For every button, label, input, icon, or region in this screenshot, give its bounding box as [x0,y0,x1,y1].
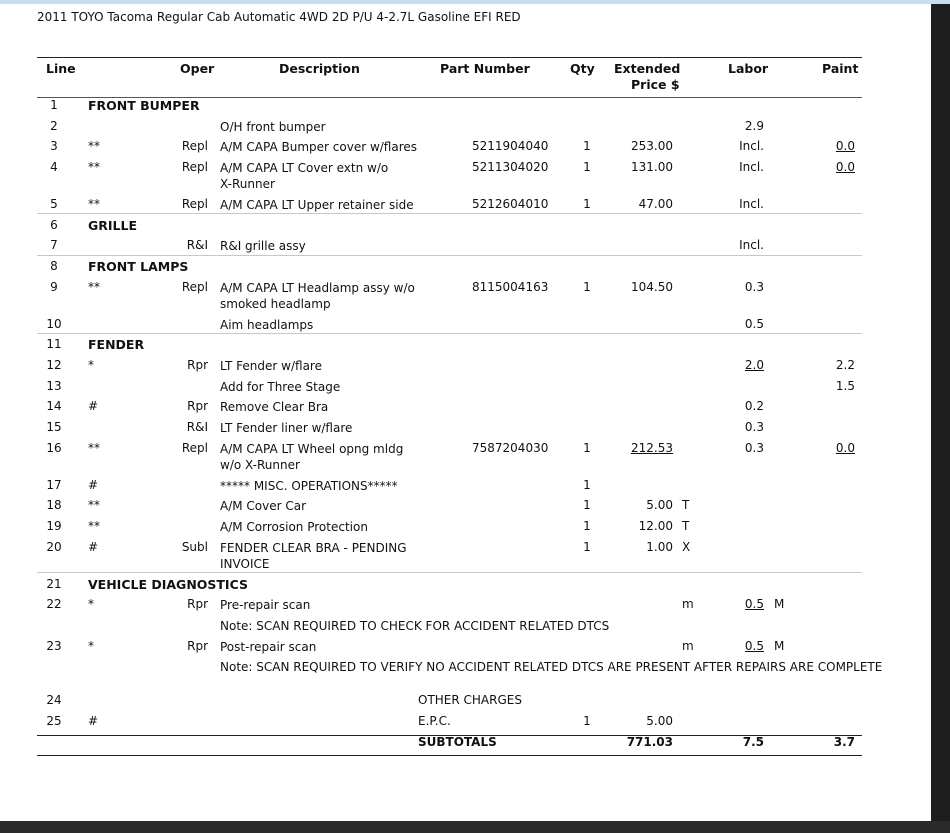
description: Post-repair scan [220,640,317,654]
description-cont: smoked headlamp [220,297,331,311]
header-description: Description [279,61,360,76]
description: Aim headlamps [220,318,314,332]
section-divider [37,333,862,334]
labor: Incl. [739,160,764,174]
table-row [0,160,931,196]
paint-link[interactable]: 0.0 [835,441,855,455]
estimate-page [0,4,931,821]
labor-flag: M [774,639,785,653]
line-number: 22 [46,597,62,611]
section-title: VEHICLE DIAGNOSTICS [88,577,248,592]
labor: Incl. [739,238,764,252]
description-cont: INVOICE [220,557,270,571]
line-number: 21 [46,577,62,591]
subtotal-labor: 7.5 [742,735,764,749]
line-number: 6 [50,218,58,232]
flag: ** [88,197,100,211]
labor: 0.2 [744,399,764,413]
section-title: GRILLE [88,218,138,233]
table-row [0,280,931,316]
price: 1.00 [646,540,673,554]
qty: 1 [583,519,591,533]
table-row [0,478,931,498]
oper: Repl [181,280,208,294]
labor: 0.3 [744,420,764,434]
description: ***** MISC. OPERATIONS***** [220,479,398,493]
line-number: 8 [50,259,58,273]
table-row [0,420,931,440]
flag: ** [88,280,100,294]
qty: 1 [583,478,591,492]
line-number: 2 [50,119,58,133]
description-cont: X-Runner [220,177,275,191]
qty: 1 [583,280,591,294]
labor-link[interactable]: 0.5 [744,597,764,611]
part-number: 5212604010 [472,197,549,211]
header-price: Price $ [631,77,680,92]
header-paint: Paint [822,61,859,76]
line-number: 25 [46,714,62,728]
oper: R&I [186,420,208,434]
flag: # [88,540,99,554]
oper: Repl [181,160,208,174]
section-divider [37,213,862,214]
description: Pre-repair scan [220,598,311,612]
line-number: 23 [46,639,62,653]
line-number: 20 [46,540,62,554]
flag: * [88,597,94,611]
price: 12.00 [638,519,673,533]
line-number: 12 [46,358,62,372]
header-oper: Oper [180,61,215,76]
oper: Rpr [187,399,208,413]
line-number: 24 [46,693,62,707]
epc-label: E.P.C. [418,714,451,728]
table-row [0,714,931,734]
table-row [0,379,931,399]
flag: * [88,358,94,372]
table-row [0,693,931,713]
vehicle-description: 2011 TOYO Tacoma Regular Cab Automatic 4WD 2D P/U 4-2.7L Gasoline EFI RED [37,10,521,24]
labor-flag: M [774,597,785,611]
labor: Incl. [739,197,764,211]
table-row [0,218,931,238]
labor-link[interactable]: 2.0 [744,358,764,372]
section-title: FENDER [88,337,145,352]
price-link[interactable]: 212.53 [631,441,673,455]
price: 131.00 [631,160,673,174]
description: A/M Cover Car [220,499,307,513]
part-number: 7587204030 [472,441,549,455]
description: A/M CAPA Bumper cover w/flares [220,140,418,154]
tax-code: T [682,498,690,512]
flag: # [88,714,99,728]
line-number: 16 [46,441,62,455]
table-row [0,358,931,378]
table-row [0,98,931,118]
flag: ** [88,160,100,174]
table-row [0,519,931,539]
part-number: 5211304020 [472,160,549,174]
header-part-number: Part Number [440,61,530,76]
qty: 1 [583,139,591,153]
description: Remove Clear Bra [220,400,329,414]
note: Note: SCAN REQUIRED TO CHECK FOR ACCIDENT RELATED DTCS [220,619,610,633]
description: FENDER CLEAR BRA - PENDING [220,541,407,555]
line-number: 18 [46,498,62,512]
labor: 0.3 [744,280,764,294]
paint: 1.5 [835,379,855,393]
labor: 0.3 [744,441,764,455]
table-row [0,317,931,337]
description: LT Fender w/flare [220,359,322,373]
table-top-rule [37,57,862,58]
line-number: 9 [50,280,58,294]
price: 5.00 [646,498,673,512]
line-number: 5 [50,197,58,211]
flag: ** [88,441,100,455]
description-cont: w/o X-Runner [220,458,300,472]
part-number: 5211904040 [472,139,549,153]
tax-code: X [682,540,691,554]
qty: 1 [583,197,591,211]
section-title: FRONT LAMPS [88,259,189,274]
qty: 1 [583,441,591,455]
price: 253.00 [631,139,673,153]
window-bottom-bar [0,821,950,833]
oper: Rpr [187,597,208,611]
line-number: 19 [46,519,62,533]
description: LT Fender liner w/flare [220,421,353,435]
paint: 2.2 [835,358,855,372]
line-number: 3 [50,139,58,153]
table-row [0,441,931,477]
table-row [0,540,931,576]
oper: Rpr [187,639,208,653]
part-number: 8115004163 [472,280,549,294]
paint-link[interactable]: 0.0 [835,160,855,174]
line-number: 14 [46,399,62,413]
flag: # [88,478,99,492]
price: 47.00 [638,197,673,211]
line-number: 17 [46,478,62,492]
subtotal-paint: 3.7 [833,735,855,749]
table-row [0,597,931,637]
oper: Repl [181,197,208,211]
table-row [0,577,931,597]
description: O/H front bumper [220,120,326,134]
table-row [0,639,931,679]
labor-type: m [682,597,694,611]
subtotal-price: 771.03 [626,735,673,749]
oper: Repl [181,139,208,153]
qty: 1 [583,540,591,554]
tax-code: T [682,519,690,533]
labor: 2.9 [744,119,764,133]
description: A/M CAPA LT Cover extn w/o [220,161,389,175]
header-qty: Qty [570,61,595,76]
table-row [0,498,931,518]
description: A/M Corrosion Protection [220,520,368,534]
line-number: 7 [50,238,58,252]
qty: 1 [583,714,591,728]
line-number: 11 [46,337,62,351]
labor: 0.5 [744,317,764,331]
description: A/M CAPA LT Headlamp assy w/o [220,281,415,295]
flag: * [88,639,94,653]
flag: ** [88,498,100,512]
qty: 1 [583,498,591,512]
line-number: 15 [46,420,62,434]
line-number: 4 [50,160,58,174]
price: 5.00 [646,714,673,728]
labor: Incl. [739,139,764,153]
table-row [0,399,931,419]
description: Add for Three Stage [220,380,341,394]
labor-link[interactable]: 0.5 [744,639,764,653]
labor-type: m [682,639,694,653]
section-divider [37,255,862,256]
header-labor: Labor [728,61,769,76]
other-charges-label: OTHER CHARGES [418,693,522,707]
subtotal-rule-bottom [37,755,862,756]
flag: ** [88,519,100,533]
oper: Rpr [187,358,208,372]
oper: R&I [186,238,208,252]
description: A/M CAPA LT Upper retainer side [220,198,414,212]
line-number: 1 [50,98,58,112]
qty: 1 [583,160,591,174]
table-row [0,197,931,217]
oper: Repl [181,441,208,455]
note: Note: SCAN REQUIRED TO VERIFY NO ACCIDENT RELATED DTCS ARE PRESENT AFTER REPAIRS ARE COMPLETE [220,660,883,674]
oper: Subl [181,540,208,554]
header-line: Line [46,61,76,76]
table-row [0,337,931,357]
subtotals-label: SUBTOTALS [418,735,497,749]
line-number: 13 [46,379,62,393]
table-row [0,259,931,279]
flag: # [88,399,99,413]
table-row [0,119,931,139]
table-row [0,139,931,159]
section-divider [37,572,862,573]
price: 104.50 [631,280,673,294]
description: R&I grille assy [220,239,306,253]
line-number: 10 [46,317,62,331]
paint-link[interactable]: 0.0 [835,139,855,153]
flag: ** [88,139,100,153]
section-title: FRONT BUMPER [88,98,200,113]
description: A/M CAPA LT Wheel opng mldg [220,442,404,456]
subtotals-row [0,735,931,755]
header-extended: Extended [614,61,681,76]
